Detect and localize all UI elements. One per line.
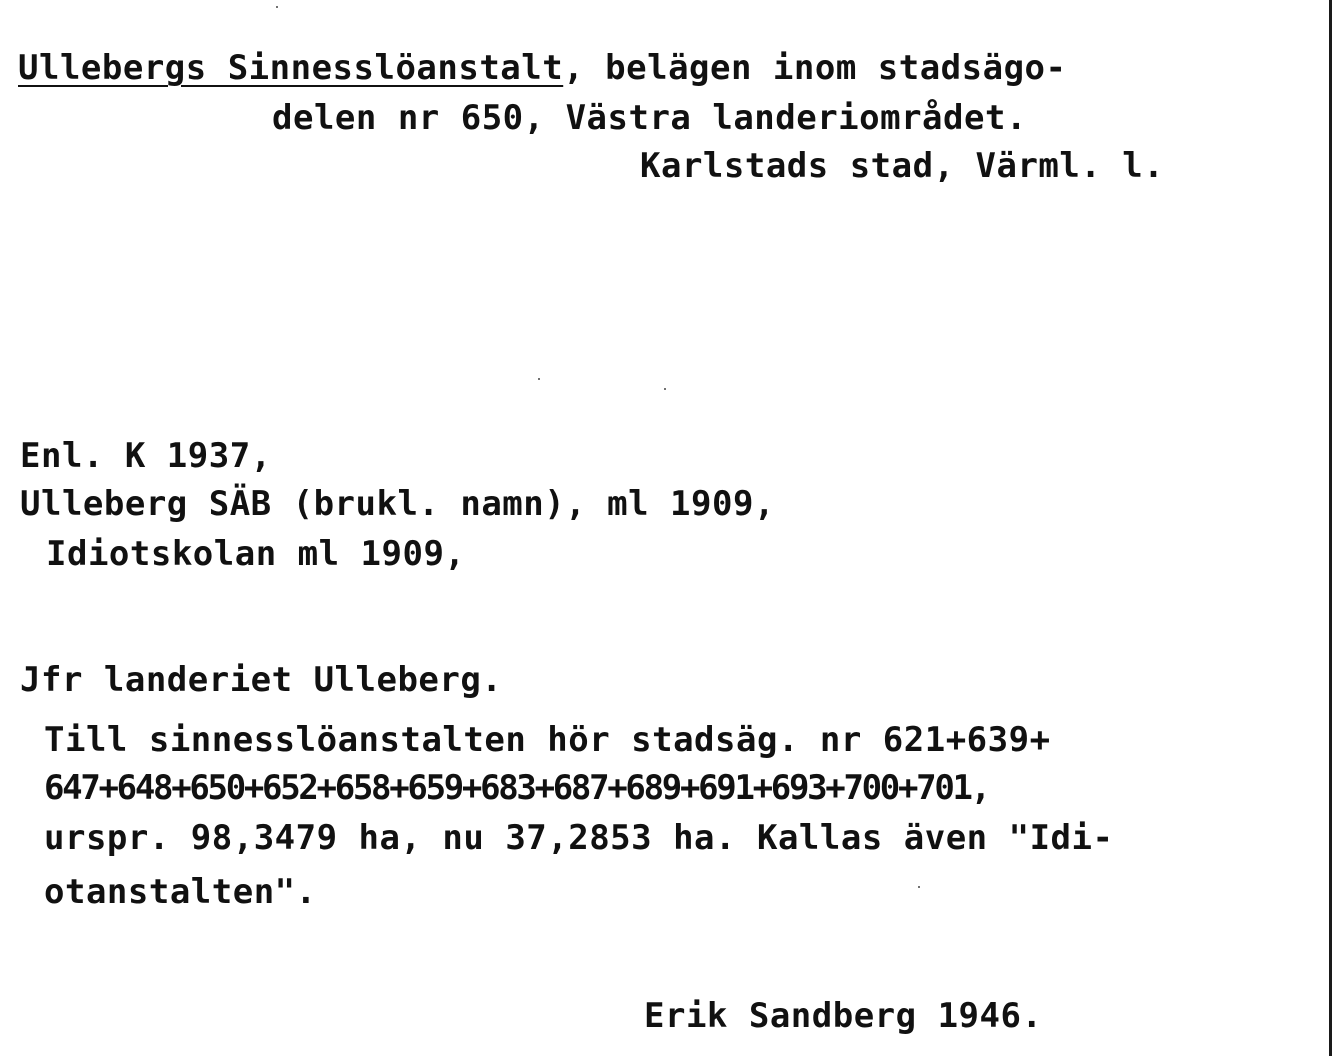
place-name: Ullebergs Sinnesslöanstalt: [18, 48, 564, 88]
note-line-2: 647+648+650+652+658+659+683+687+689+691+693+700+701,: [44, 768, 989, 808]
note-line-3: urspr. 98,3479 ha, nu 37,2853 ha. Kallas även "Idi-: [44, 818, 1114, 858]
heading-line-1: [18, 48, 1067, 88]
heading-line-3: Karlstads stad, Värml. l.: [640, 146, 1165, 186]
heading-location-text: , belägen inom stadsägo-: [563, 48, 1067, 88]
reference-line: Jfr landeriet Ulleberg.: [20, 660, 503, 700]
card-edge-border: [1329, 0, 1332, 1056]
heading-line-2: delen nr 650, Västra landeriområdet.: [272, 98, 1027, 138]
source-line-2: Ulleberg SÄB (brukl. namn), ml 1909,: [20, 484, 775, 524]
scan-speck: [664, 388, 666, 390]
note-line-4: otanstalten".: [44, 872, 317, 912]
scan-speck: [276, 6, 278, 8]
source-line-3: Idiotskolan ml 1909,: [46, 534, 466, 574]
note-line-1: Till sinnesslöanstalten hör stadsäg. nr 621+639+: [44, 720, 1051, 760]
scan-speck: [918, 886, 920, 888]
signature-line: Erik Sandberg 1946.: [644, 996, 1043, 1036]
source-line-1: Enl. K 1937,: [20, 436, 272, 476]
scan-speck: [538, 378, 540, 380]
